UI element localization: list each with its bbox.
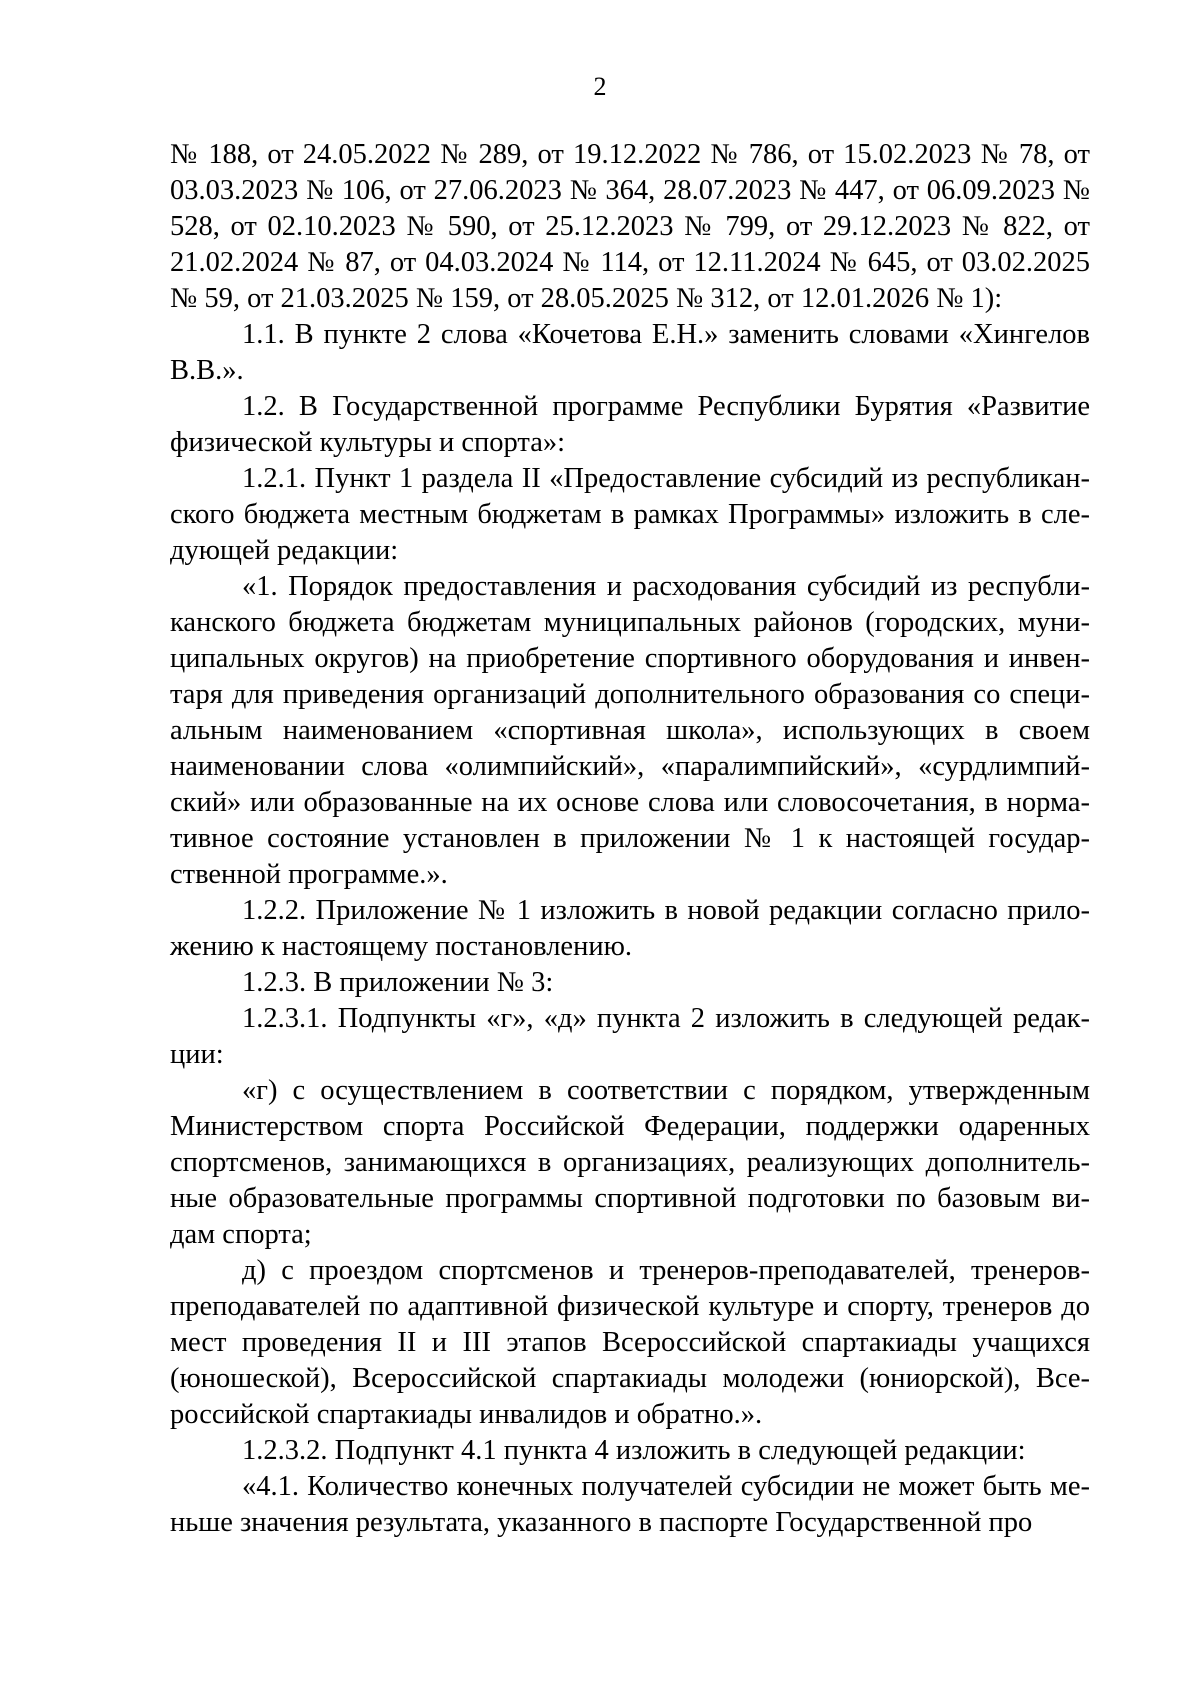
paragraph-quote-4-1: «4.1. Количество конечных получателей субсидии не может быть меньше значения результата, указанного в паспорте Государственной про: [170, 1471, 1090, 1538]
paragraph-quote-1: «1. Порядок предоставления и расходования субсидий из республиканского бюджета бюджетам муниципальных районов (городских, муниципальных округов) на приобретение спортивного оборудования и инвентаря для приведения организаций дополнительного образования со специальным наименованием «спортивная школа», использующих в своем наименовании слова «олимпийский», «паралимпийский», «сурдлимпийский» или образованные на их основе слова или словосочетания, в нормативное состояние установлен в приложении № 1 к настоящей государственной программе.».: [170, 571, 1090, 890]
paragraph-1-2: 1.2. В Государственной программе Республики Бурятия «Развитие физической культуры и спорта»:: [170, 391, 1090, 458]
paragraph-resolution-list: № 188, от 24.05.2022 № 289, от 19.12.2022 № 786, от 15.02.2023 № 78, от 03.03.2023 № 106, от 27.06.2023 № 364, 28.07.2023 № 447, от 06.09.2023 № 528, от 02.10.2023 № 590, от 25.12.2023 № 799, от 29.12.2023 № 822, от 21.02.2024 № 87, от 04.03.2024 № 114, от 12.11.2024 № 645, от 03.02.2025 № 59, от 21.03.2025 № 159, от 28.05.2025 № 312, от 12.01.2026 № 1):: [170, 139, 1090, 314]
paragraph-1-2-3-2: 1.2.3.2. Подпункт 4.1 пункта 4 изложить в следующей редакции:: [242, 1435, 1026, 1466]
paragraph-subitem-d: д) с проездом спортсменов и тренеров-преподавателей, тренеров-преподавателей по адаптивной физической культуре и спорту, тренеров до мест проведения II и III этапов Всероссийской спартакиады учащихся (юношеской), Всероссийской спартакиады молодежи (юниорской), Всероссийской спартакиады инвалидов и обратно.».: [170, 1255, 1090, 1430]
paragraph-subitem-g: «г) с осуществлением в соответствии с порядком, утвержденным Министерством спорта Российской Федерации, поддержки одаренных спортсменов, занимающихся в организациях, реализующих дополнительные образовательные программы спортивной подготовки по базовым видам спорта;: [170, 1075, 1090, 1250]
paragraph-1-2-3: 1.2.3. В приложении № 3:: [242, 967, 554, 998]
paragraph-1-2-1: 1.2.1. Пункт 1 раздела II «Предоставление субсидий из республиканского бюджета местным бюджетам в рамках Программы» изложить в следующей редакции:: [170, 463, 1090, 566]
paragraph-1-2-2: 1.2.2. Приложение № 1 изложить в новой редакции согласно приложению к настоящему постановлению.: [170, 895, 1090, 962]
paragraph-1-2-3-1: 1.2.3.1. Подпункты «г», «д» пункта 2 изложить в следующей редакции:: [170, 1003, 1090, 1070]
paragraph-1-1: 1.1. В пункте 2 слова «Кочетова Е.Н.» заменить словами «Хингелов В.В.».: [170, 319, 1090, 386]
document-body: [170, 137, 1090, 1541]
page-number: 2: [593, 72, 607, 101]
